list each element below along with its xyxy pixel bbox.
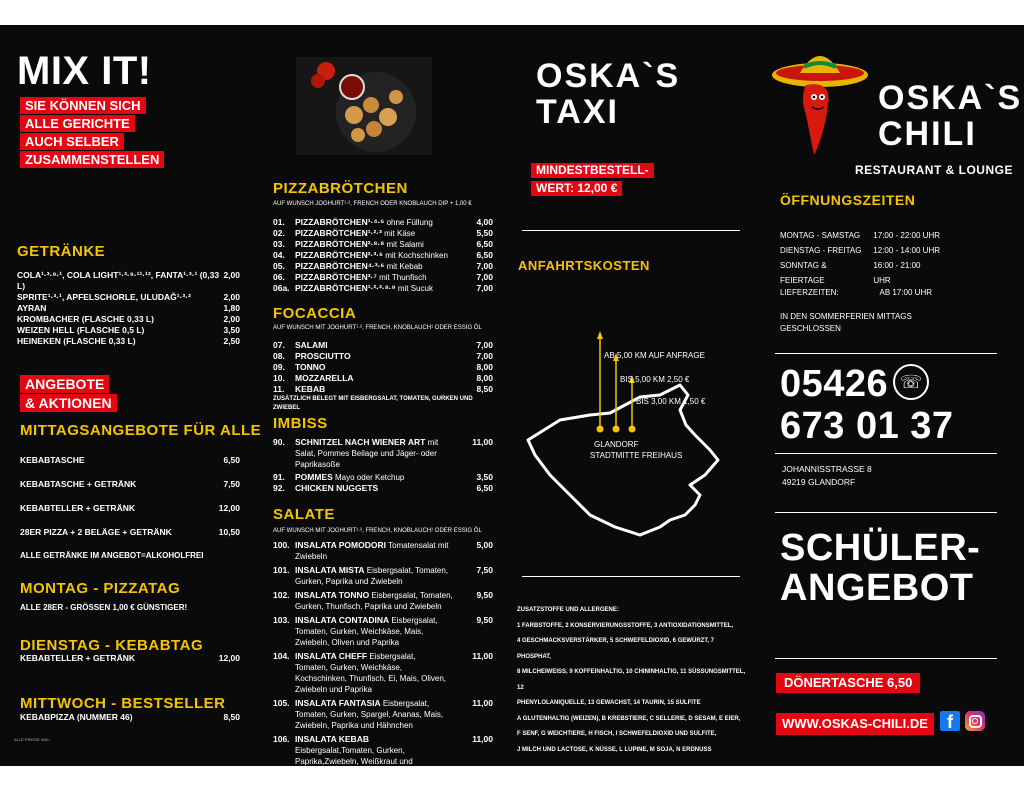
pb-heading: PIZZABRÖTCHEN	[273, 180, 408, 197]
divider	[522, 576, 740, 577]
taxi-title: OSKA`S TAXI	[536, 57, 681, 131]
address: JOHANNISSTRASSE 8 49219 GLANDORF	[782, 464, 872, 487]
wednesday-heading: MITTWOCH - BESTSELLER	[20, 695, 226, 712]
menu-row: 06. PIZZABRÖTCHEN³·⁷ mit Thunfisch 7,00	[273, 272, 493, 282]
imbiss-heading: IMBISS	[273, 415, 328, 432]
drink-row: COLA¹·³·⁹·¹, COLA LIGHT¹·³·⁹·¹¹·¹², FANTA¹·³·¹ (0,33 L) 2,00	[17, 270, 240, 291]
menu-row: 06a. PIZZABRÖTCHEN¹·²·³·⁸·⁹ mit Sucuk 7,00	[273, 283, 493, 293]
lunch-note: ALLE GETRÄNKE IM ANGEBOT=ALKOHOLFREI	[20, 551, 204, 560]
closed-note: IN DEN SOMMERFERIEN MITTAGS GESCHLOSSEN	[780, 312, 912, 333]
focaccia-list	[273, 340, 493, 413]
menu-row: 91. POMMES Mayo oder Ketchup 3,50	[273, 472, 493, 482]
phone-icon: ☏	[893, 364, 929, 400]
menu-row: 102. INSALATA TONNO Eisbergsalat, Tomaten, Gurken, Thunfisch, Paprika und Zwiebeln 9,50	[273, 590, 493, 611]
drink-row: HEINEKEN (FLASCHE 0,33 L) 2,50	[17, 336, 240, 346]
delivery-map	[520, 315, 740, 545]
mix-it-title: MIX IT!	[17, 49, 152, 93]
salate-list	[273, 540, 493, 778]
food-photo-illustration	[296, 57, 432, 155]
zone-label: BIS 5,00 KM 2,50 €	[620, 375, 690, 384]
phone-number[interactable]: 05426 673 01 37	[780, 363, 954, 447]
offers-box: ANGEBOTE & AKTIONEN	[20, 375, 117, 413]
zone-label: BIS 3,00 KM 1,50 €	[636, 397, 706, 406]
lunch-heading: MITTAGSANGEBOTE FÜR ALLE	[20, 422, 262, 439]
menu-row: 10. MOZZARELLA 8,00	[273, 373, 493, 383]
menu-row: 01. PIZZABRÖTCHEN¹·⁴·⁶ ohne Füllung 4,00	[273, 217, 493, 227]
hours-heading: ÖFFNUNGSZEITEN	[780, 192, 916, 208]
menu-row: 105. INSALATA FANTASIA Eisbergsalat, Tomaten, Gurken, Spargel, Ananas, Mais, Zwiebeln, Paprika und Hähnchen 11,00	[273, 698, 493, 730]
menu-row: 104. INSALATA CHEFF Eisbergsalat, Tomaten, Gurken, Weichkäse, Kochschinken, Thunfisch, Ei, Mais, Oliven, Zwiebeln und Paprika 11,00	[273, 651, 493, 694]
tuesday-heading: DIENSTAG - KEBABTAG	[20, 637, 204, 654]
menu-row: 106. INSALATA KEBAB Eisbergsalat,Tomaten, Gurken, Paprika,Zwiebeln, Weißkraut und Kebabfleisch 11,00	[273, 734, 493, 777]
intro-line: ALLE GERICHTE	[20, 115, 135, 132]
menu-flyer	[0, 25, 1024, 777]
delivery-time-row: LIEFERZEITEN: AB 17:00 UHR	[780, 288, 932, 297]
wednesday-row: KEBABPIZZA (NUMMER 46) 8,50	[20, 712, 240, 722]
lunch-row: KEBABTELLER + GETRÄNK 12,00	[20, 503, 240, 513]
divider	[522, 230, 740, 231]
menu-row: 08. PROSCIUTTO 7,00	[273, 351, 493, 361]
delivery-heading: ANFAHRTSKOSTEN	[518, 258, 650, 273]
menu-row: 101. INSALATA MISTA Eisbergsalat, Tomaten, Gurken, Paprika und Zwiebeln 7,50	[273, 565, 493, 586]
salate-heading: SALATE	[273, 506, 335, 523]
divider	[775, 453, 997, 454]
menu-row: 103. INSALATA CONTADINA Eisbergsalat, Tomaten, Gurken, Weichkäse, Mais, Zwiebeln, Oliven und Paprika 9,50	[273, 615, 493, 647]
intro-line: ZUSAMMENSTELLEN	[20, 151, 164, 168]
hours-list	[780, 228, 940, 288]
lunch-row: 28ER PIZZA + 2 BELÄGE + GETRÄNK 10,50	[20, 527, 240, 537]
menu-row: 02. PIZZABRÖTCHEN¹·²·³ mit Käse 5,50	[273, 228, 493, 238]
menu-row: 09. TONNO 8,00	[273, 362, 493, 372]
footnote: ALLE PREISE INKL.	[14, 737, 51, 742]
pb-note: AUF WUNSCH JOGHURT¹·², FRENCH ODER KNOBLAUCH DIP + 1,00 €	[273, 201, 472, 207]
intro-line: AUCH SELBER	[20, 133, 124, 150]
focaccia-heading: FOCACCIA	[273, 305, 357, 322]
menu-row: 03. PIZZABRÖTCHEN²·⁸·⁸ mit Salami 6,50	[273, 239, 493, 249]
menu-row: 11. KEBAB 8,50	[273, 384, 493, 394]
divider	[775, 658, 997, 659]
student-offer-badge: DÖNERTASCHE 6,50	[776, 673, 920, 693]
drinks-heading: GETRÄNKE	[17, 243, 106, 260]
hours-row: DIENSTAG - FREITAG 12:00 - 14:00 UHR	[780, 246, 940, 255]
focaccia-footer: ZUSÄTZLICH BELEGT MIT EISBERGSALAT, TOMATEN, GURKEN UND ZWIEBEL	[273, 396, 473, 411]
divider	[775, 353, 997, 354]
hours-row: MONTAG - SAMSTAG 17:00 - 22:00 UHR	[780, 231, 940, 240]
menu-row: 07. SALAMI 7,00	[273, 340, 493, 350]
lunch-row: KEBABTASCHE + GETRÄNK 7,50	[20, 479, 240, 489]
drink-row: WEIZEN HELL (FLASCHE 0,5 L) 3,50	[17, 325, 240, 335]
intro-line: SIE KÖNNEN SICH	[20, 97, 146, 114]
chili-logo	[770, 45, 880, 160]
brand-subtitle: RESTAURANT & LOUNGE	[855, 163, 1013, 177]
allergen-block: ZUSATZSTOFFE UND ALLERGENE: 1 FARBSTOFFE, 2 KONSERVIERUNGSSTOFFE, 3 ANTIOXIDATIONSMITTEL, 4 GESCHMACKSVERSTÄRKER, 5 SCHWEFELDIOXID, 6 GEWÜRZT, 7 PHOSPHAT, 8 MILCHEIWEISS, 9 KOFFEINHALTIG, 10 CHININHALTIG, 11 SÜSSUNGSMITTEL, 12 PHENYLOLANIQUELLE, 13 GEWACHST, 14 TAURIN, 15 SULFITE A GLUTENHALTIG (WEIZEN), B KREBSTIERE, C SELLERIE, D SESAM, E EIER, F SENF, G WEICHTIERE, H FISCH, I SCHWEFELDIOXID UND SULFITE, J MILCH UND LACTOSE, K NÜSSE, L LUPINE, M SOJA, N ERDNUSS	[517, 607, 746, 753]
instagram-icon[interactable]	[965, 711, 985, 731]
min-order-box: MINDESTBESTELL- WERT: 12,00 €	[531, 161, 654, 197]
drink-row: SPRITE¹·³·¹, APFELSCHORLE, ULUDAĞ¹·³·² 2,00	[17, 292, 240, 302]
delivery-map-illustration	[520, 315, 740, 545]
lunch-row: KEBABTASCHE 6,50	[20, 455, 240, 465]
intro-box	[20, 97, 164, 169]
zone-label: AB 5,00 KM AUF ANFRAGE	[604, 351, 705, 360]
menu-row: 100. INSALATA POMODORI Tomatensalat mit Zwiebeln 5,00	[273, 540, 493, 561]
salate-note: AUF WUNSCH MIT JOGHURT¹·², FRENCH, KNOBLAUCH¹ ODER ESSIG ÖL	[273, 528, 482, 534]
brand-title: OSKA`S CHILI	[878, 79, 1023, 153]
lunch-list	[20, 455, 240, 561]
monday-heading: MONTAG - PIZZATAG	[20, 580, 181, 597]
student-title: SCHÜLER- ANGEBOT	[780, 527, 981, 609]
focaccia-note: AUF WUNSCH MIT JOGHURT¹·², FRENCH, KNOBLAUCH¹ ODER ESSIG ÖL	[273, 325, 482, 331]
chili-sombrero-icon	[770, 45, 880, 160]
drinks-list	[17, 270, 240, 347]
menu-row: 92. CHICKEN NUGGETS 6,50	[273, 483, 493, 493]
facebook-icon[interactable]: f	[940, 711, 960, 731]
drink-row: KROMBACHER (FLASCHE 0,33 L) 2,00	[17, 314, 240, 324]
drink-row: AYRAN 1,80	[17, 303, 240, 313]
food-photo	[296, 57, 432, 155]
menu-row: 04. PIZZABRÖTCHEN²·³·⁶ mit Kochschinken 6,50	[273, 250, 493, 260]
menu-row: 90. SCHNITZEL NACH WIENER ART mit Salat, Pommes Beilage und Jäger- oder Paprikasoße 11,00	[273, 437, 493, 469]
menu-row: 05. PIZZABRÖTCHEN⁴·³·⁶ mit Kebab 7,00	[273, 261, 493, 271]
tuesday-row: KEBABTELLER + GETRÄNK 12,00	[20, 653, 240, 663]
website-link[interactable]: WWW.OSKAS-CHILI.DE	[776, 713, 934, 735]
hours-row: SONNTAG & FEIERTAGE 16:00 - 21:00 UHR	[780, 261, 921, 285]
pb-list	[273, 217, 493, 294]
monday-text: ALLE 28ER - GRÖSSEN 1,00 € GÜNSTIGER!	[20, 603, 188, 612]
imbiss-list	[273, 437, 493, 494]
center-label: GLANDORF STADTMITTE FREIHAUS	[590, 440, 683, 460]
divider	[775, 512, 997, 513]
